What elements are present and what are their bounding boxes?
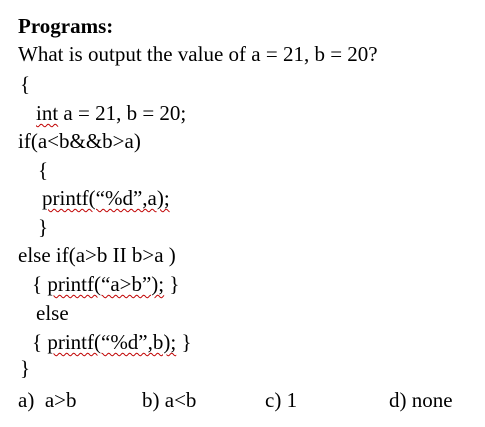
brace-close: } xyxy=(176,330,192,354)
code-else-line: else xyxy=(36,301,69,325)
option-d: d) none xyxy=(389,388,453,412)
printf-b-statement: printf(“%d”,b); xyxy=(47,330,177,354)
code-if-line: if(a<b&&b>a) xyxy=(18,129,141,153)
keyword-int: int xyxy=(36,101,59,125)
code-printf-agtb xyxy=(32,272,179,296)
brace-open: { xyxy=(32,272,48,296)
declaration-values: a = 21, b = 20; xyxy=(58,101,187,125)
question-text: What is output the value of a = 21, b = 20? xyxy=(18,42,378,66)
code-close-brace: } xyxy=(20,356,31,380)
code-printf-b xyxy=(32,330,192,354)
option-a: a) a>b xyxy=(18,388,77,412)
code-declaration xyxy=(36,101,186,125)
option-c: c) 1 xyxy=(265,388,298,412)
code-if-open-brace: { xyxy=(38,158,49,182)
code-printf-a xyxy=(42,186,170,210)
code-open-brace: { xyxy=(20,72,31,96)
code-if-close-brace: } xyxy=(38,215,49,239)
printf-a-statement: printf(“%d”,a); xyxy=(42,186,170,210)
code-else-if-line: else if(a>b II b>a ) xyxy=(18,243,176,267)
brace-close: } xyxy=(164,272,180,296)
heading: Programs: xyxy=(18,14,114,38)
brace-open: { xyxy=(32,330,48,354)
printf-agtb-statement: printf(“a>b”); xyxy=(47,272,165,296)
option-b: b) a<b xyxy=(142,388,197,412)
